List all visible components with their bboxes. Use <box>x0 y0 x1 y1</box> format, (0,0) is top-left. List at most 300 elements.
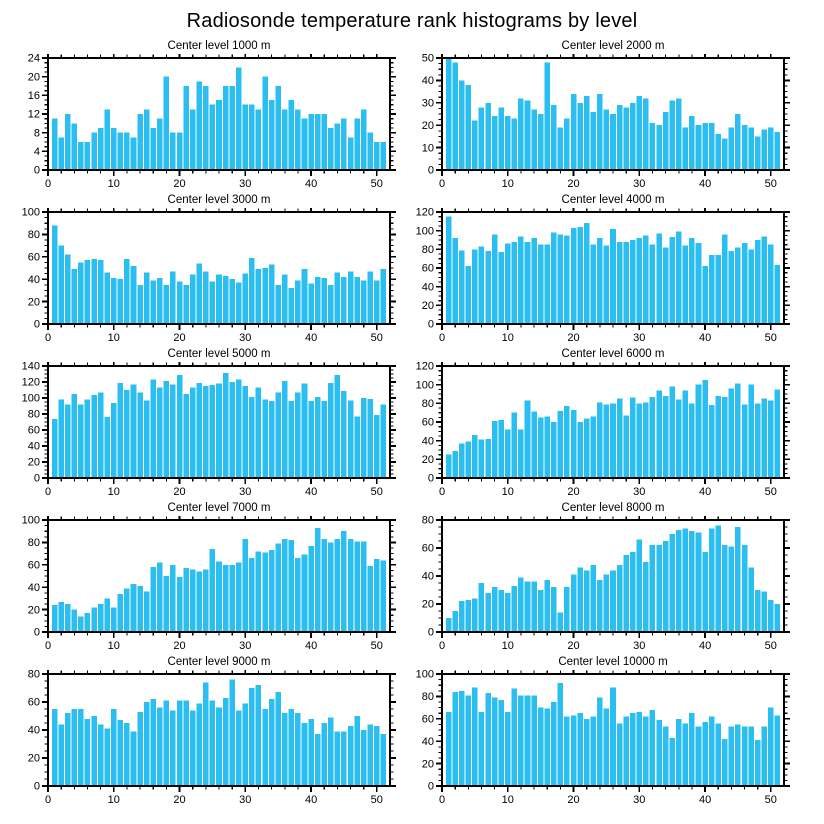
bar <box>341 391 347 478</box>
y-tick-label: 8 <box>33 127 40 140</box>
bar <box>722 234 728 324</box>
bar <box>656 390 662 478</box>
bar <box>144 109 150 170</box>
y-tick-label: 40 <box>421 570 434 583</box>
bar <box>584 418 590 478</box>
bar <box>236 283 242 324</box>
rank-histogram-cell <box>412 347 824 501</box>
chart-title: Center level 7000 m <box>167 502 271 514</box>
bar <box>702 123 708 170</box>
chart-title: Center level 1000 m <box>167 40 271 52</box>
bar <box>157 119 163 170</box>
bar <box>144 400 150 478</box>
bar <box>748 568 754 632</box>
x-tick-label: 30 <box>633 178 646 190</box>
x-tick-label: 50 <box>370 794 383 806</box>
y-tick-label: 60 <box>27 559 40 572</box>
bar <box>328 128 334 170</box>
bar <box>137 392 143 478</box>
chart-canvas <box>412 516 824 654</box>
y-tick-label: 80 <box>27 670 40 681</box>
bar <box>52 419 58 478</box>
bar <box>216 708 222 786</box>
bar <box>637 403 643 478</box>
bar <box>525 101 531 170</box>
bar <box>164 381 170 478</box>
bar <box>452 451 458 478</box>
bar <box>381 269 387 324</box>
bars <box>52 373 386 478</box>
bar <box>643 235 649 324</box>
y-tick-label: 0 <box>427 780 434 793</box>
bar <box>131 584 137 632</box>
bar <box>341 277 347 324</box>
bar <box>702 552 708 632</box>
bar <box>591 112 597 170</box>
chart-title: Center level 8000 m <box>561 502 665 514</box>
bar <box>118 133 124 170</box>
bar <box>381 404 387 478</box>
bar <box>742 243 748 324</box>
bar <box>512 413 518 478</box>
bar <box>558 127 564 170</box>
bar <box>735 384 741 478</box>
bar <box>479 247 485 324</box>
bar <box>78 709 84 786</box>
bar <box>735 527 741 632</box>
x-tick-label: 20 <box>173 178 186 190</box>
bar <box>249 558 255 632</box>
bar <box>610 114 616 170</box>
bar <box>315 277 321 324</box>
bar <box>544 416 550 478</box>
bar <box>643 562 649 632</box>
bar <box>492 698 498 786</box>
y-tick-label: 20 <box>421 119 434 132</box>
bar <box>262 400 268 478</box>
bar <box>104 272 110 324</box>
bar <box>348 271 354 324</box>
bar <box>676 400 682 478</box>
bar <box>466 600 472 632</box>
y-tick-label: 0 <box>427 164 434 177</box>
bar <box>183 394 189 478</box>
bar <box>597 580 603 632</box>
y-tick-label: 40 <box>421 75 434 88</box>
bar <box>564 235 570 324</box>
bar <box>446 217 452 324</box>
bar <box>755 136 761 170</box>
bar <box>551 105 557 170</box>
bar <box>144 702 150 786</box>
bar <box>91 133 97 170</box>
bar <box>544 709 550 786</box>
bar <box>85 142 91 170</box>
bar <box>124 259 130 324</box>
bar <box>498 420 504 478</box>
bar <box>683 528 689 632</box>
rank-histogram-cell <box>0 655 412 809</box>
bar <box>203 86 209 170</box>
bar <box>52 605 58 632</box>
bar <box>683 723 689 786</box>
bar <box>762 591 768 632</box>
x-tick-label: 50 <box>370 178 383 190</box>
bar <box>157 388 163 478</box>
bar <box>335 539 341 632</box>
bar <box>446 618 452 632</box>
bar <box>492 421 498 478</box>
x-tick-label: 20 <box>173 640 186 652</box>
bar <box>131 137 137 170</box>
bars <box>52 67 386 170</box>
bar <box>150 380 156 478</box>
chart-title: Center level 6000 m <box>561 348 665 360</box>
bar <box>683 390 689 478</box>
x-tick-label: 30 <box>633 332 646 344</box>
bar <box>531 238 537 324</box>
y-tick-label: 40 <box>421 735 434 748</box>
bar <box>472 435 478 478</box>
bar <box>466 695 472 786</box>
bar <box>335 123 341 170</box>
bar <box>768 245 774 324</box>
bar <box>137 114 143 170</box>
bar <box>328 285 334 324</box>
x-tick-label: 0 <box>44 794 52 806</box>
rank-histogram-cell <box>0 193 412 347</box>
bar <box>58 724 64 786</box>
bar <box>722 397 728 478</box>
y-tick-label: 80 <box>27 408 40 421</box>
bar <box>91 395 97 478</box>
bar <box>341 531 347 632</box>
x-tick-label: 10 <box>107 332 120 344</box>
bar <box>256 551 262 632</box>
bar <box>282 539 288 632</box>
bar <box>321 278 327 324</box>
bars <box>446 58 780 170</box>
bar <box>689 713 695 786</box>
y-tick-label: 60 <box>421 416 434 429</box>
bar <box>197 703 203 786</box>
bar <box>210 701 216 786</box>
bar <box>466 266 472 324</box>
bar <box>577 713 583 786</box>
x-tick-label: 40 <box>304 178 318 190</box>
bar <box>177 577 183 632</box>
bar <box>210 281 216 324</box>
bar <box>111 403 117 478</box>
chart-canvas <box>412 54 824 192</box>
bar <box>485 593 491 632</box>
bar <box>505 593 511 632</box>
bar <box>683 127 689 170</box>
bar <box>98 260 104 324</box>
x-tick-label: 20 <box>567 178 580 190</box>
y-tick-label: 0 <box>427 472 434 485</box>
y-tick-label: 20 <box>421 454 434 466</box>
bar <box>190 275 196 324</box>
bar <box>210 105 216 170</box>
bar <box>525 582 531 632</box>
bar <box>137 712 143 786</box>
chart-canvas <box>0 670 412 808</box>
bar <box>775 389 781 478</box>
bar <box>512 586 518 632</box>
bar <box>650 397 656 478</box>
y-tick-label: 80 <box>421 244 434 256</box>
bar <box>610 229 616 324</box>
bar <box>558 234 564 324</box>
bar <box>755 240 761 324</box>
y-tick-label: 80 <box>421 398 434 410</box>
bar <box>762 399 768 478</box>
bar <box>308 284 314 324</box>
bar <box>512 689 518 786</box>
bar <box>315 734 321 786</box>
bar <box>538 708 544 786</box>
bar <box>755 740 761 786</box>
y-tick-label: 60 <box>421 713 434 726</box>
bar <box>98 724 104 786</box>
bar <box>223 698 229 786</box>
bar <box>696 243 702 324</box>
bar <box>663 541 669 632</box>
x-tick-label: 50 <box>370 640 383 652</box>
bar <box>702 380 708 478</box>
bar <box>479 712 485 786</box>
bar <box>669 101 675 170</box>
bar <box>321 114 327 170</box>
bar <box>715 723 721 786</box>
bar <box>643 98 649 170</box>
bar <box>197 264 203 324</box>
bar <box>544 580 550 632</box>
bars <box>446 683 780 786</box>
bar <box>656 233 662 324</box>
bar <box>302 555 308 632</box>
bar <box>302 269 308 324</box>
bar <box>65 713 71 786</box>
bar <box>354 277 360 324</box>
x-tick-label: 40 <box>304 332 318 344</box>
bar <box>485 103 491 170</box>
bar <box>591 416 597 478</box>
bar <box>729 127 735 170</box>
bar <box>177 701 183 786</box>
bar <box>118 594 124 632</box>
x-tick-label: 0 <box>438 332 446 344</box>
bar <box>315 114 321 170</box>
bar <box>715 526 721 632</box>
bar <box>597 402 603 478</box>
bar <box>282 713 288 786</box>
x-tick-label: 0 <box>44 178 52 190</box>
y-tick-label: 60 <box>27 251 40 264</box>
bar <box>571 575 577 632</box>
bar <box>656 545 662 632</box>
chart-title: Center level 4000 m <box>561 194 665 206</box>
bar <box>669 738 675 786</box>
bar <box>177 375 183 478</box>
y-tick-label: 120 <box>415 362 434 373</box>
bar <box>131 266 137 324</box>
x-tick-label: 30 <box>239 178 252 190</box>
bar <box>58 400 64 478</box>
y-tick-label: 120 <box>21 376 40 389</box>
x-tick-label: 40 <box>698 640 712 652</box>
bar <box>197 81 203 170</box>
bar <box>269 699 275 786</box>
bar <box>124 723 130 786</box>
x-tick-label: 10 <box>107 486 120 498</box>
bar <box>762 130 768 170</box>
y-tick-label: 40 <box>421 281 434 294</box>
y-tick-label: 20 <box>421 300 434 312</box>
bar <box>623 107 629 170</box>
bar <box>597 238 603 324</box>
bar <box>256 109 262 170</box>
bar <box>65 604 71 632</box>
x-tick-label: 20 <box>567 332 580 344</box>
x-tick-label: 10 <box>501 794 514 806</box>
bar <box>472 598 478 632</box>
y-tick-label: 20 <box>27 456 40 469</box>
bar <box>361 280 367 324</box>
bar <box>525 242 531 324</box>
bar <box>538 590 544 632</box>
rank-histogram-cell <box>412 39 824 193</box>
bar <box>91 716 97 786</box>
bar <box>498 252 504 324</box>
chart-title: Center level 9000 m <box>167 656 271 668</box>
bar <box>243 274 249 324</box>
bar <box>452 692 458 786</box>
bar <box>249 688 255 786</box>
bar <box>479 107 485 170</box>
bar <box>650 545 656 632</box>
bar <box>584 570 590 632</box>
bar <box>709 717 715 786</box>
bar <box>696 125 702 170</box>
rank-histogram-cell <box>412 193 824 347</box>
bar <box>558 411 564 478</box>
bar <box>229 382 235 478</box>
bar <box>164 77 170 170</box>
bar <box>577 568 583 632</box>
y-tick-label: 100 <box>415 225 434 238</box>
bar <box>341 119 347 170</box>
y-tick-label: 20 <box>27 604 40 617</box>
bar <box>650 245 656 324</box>
bar <box>348 539 354 632</box>
bar <box>65 404 71 478</box>
bar <box>85 719 91 786</box>
bar <box>571 228 577 324</box>
bar <box>459 250 465 324</box>
bar <box>275 86 281 170</box>
chart-canvas <box>412 208 824 346</box>
y-tick-label: 80 <box>27 229 40 242</box>
bar <box>295 713 301 786</box>
chart-title: Center level 10000 m <box>558 656 668 668</box>
bar <box>374 142 380 170</box>
bar <box>558 683 564 786</box>
rank-histogram-cell <box>0 347 412 501</box>
bars <box>52 225 386 324</box>
x-tick-label: 50 <box>370 332 383 344</box>
bar <box>768 127 774 170</box>
bar <box>262 77 268 170</box>
bar <box>610 403 616 478</box>
bar <box>197 572 203 632</box>
y-tick-label: 20 <box>27 752 40 765</box>
bar <box>104 729 110 786</box>
y-tick-label: 80 <box>27 537 40 550</box>
bar <box>676 719 682 786</box>
x-tick-label: 0 <box>438 640 446 652</box>
bar <box>295 280 301 324</box>
chart-canvas <box>0 362 412 500</box>
bar <box>98 604 104 632</box>
bar <box>354 716 360 786</box>
bar <box>374 559 380 632</box>
bar <box>262 709 268 786</box>
bar <box>229 565 235 632</box>
chart-canvas <box>0 208 412 346</box>
bar <box>183 568 189 632</box>
bar <box>492 234 498 324</box>
bar <box>229 86 235 170</box>
bar <box>348 400 354 478</box>
y-tick-label: 100 <box>21 208 40 219</box>
bar <box>170 271 176 324</box>
y-tick-label: 100 <box>21 392 40 405</box>
bar <box>85 613 91 632</box>
y-tick-label: 20 <box>421 758 434 771</box>
x-tick-label: 20 <box>567 794 580 806</box>
x-tick-label: 50 <box>764 332 777 344</box>
bar <box>381 734 387 786</box>
y-tick-label: 40 <box>27 440 40 453</box>
bar <box>571 410 577 478</box>
chart-title: Center level 3000 m <box>167 194 271 206</box>
y-tick-label: 40 <box>27 273 40 286</box>
bar <box>243 386 249 478</box>
bar <box>210 385 216 478</box>
bars <box>52 680 386 786</box>
bar <box>459 691 465 786</box>
bar <box>597 698 603 786</box>
bar <box>137 586 143 632</box>
bar <box>243 105 249 170</box>
bar <box>663 112 669 170</box>
bar <box>775 265 781 324</box>
bar <box>183 701 189 786</box>
bar <box>229 279 235 324</box>
bar <box>597 94 603 170</box>
y-tick-label: 80 <box>421 691 434 704</box>
x-tick-label: 30 <box>239 486 252 498</box>
bar <box>459 443 465 478</box>
bar <box>118 720 124 786</box>
x-tick-label: 30 <box>633 486 646 498</box>
bar <box>302 119 308 170</box>
bar <box>216 275 222 324</box>
bar <box>157 708 163 786</box>
bar <box>381 142 387 170</box>
